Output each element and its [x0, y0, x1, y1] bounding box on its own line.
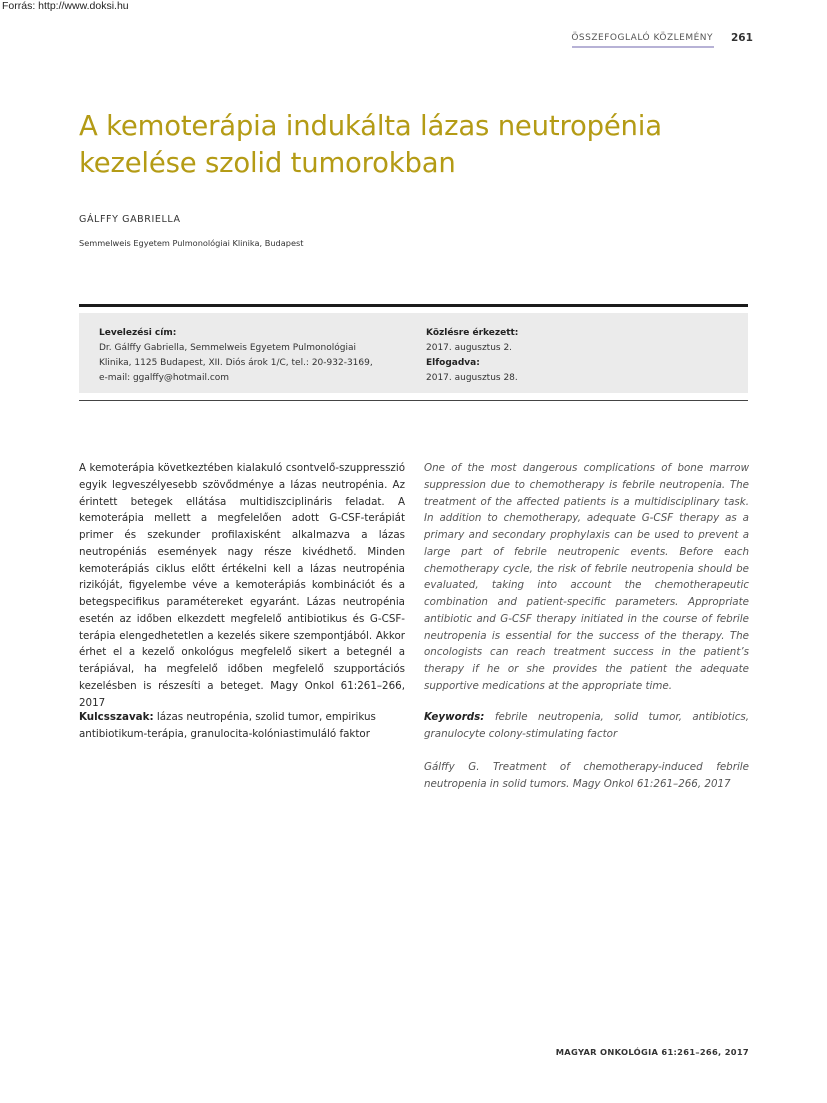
keywords-english-text: febrile neutropenia, solid tumor, antibiotics, granulocyte colony-stimulating factor: [424, 711, 749, 740]
received-date: 2017. augusztus 2.: [426, 343, 513, 353]
citation-english: Gálffy G. Treatment of chemotherapy-induced febrile neutropenia in solid tumors. Magy Onkol 61:261–266, 2017: [424, 761, 749, 790]
accepted-date: 2017. augusztus 28.: [426, 373, 518, 383]
keywords-english: [424, 709, 749, 743]
abstract-hungarian: A kemoterápia következtében kialakuló csontvelő-szuppresszió egyik legveszélyesebb szövődménye a lázas neutropénia. Az érintett betegek ellátása multidiszciplináris feladat. A kemoterápia mellett a megfelelően adott G-CSF-terápiát primer és szekunder profilaxisként alkalmazva a lázas neutropéniás események nagy része kivédhető. Minden kemoterápiás ciklus előtt értékelni kell a lázas neutropénia rizikóját, figyelembe véve a kemoterápiás kombinációt és a betegspecifikus paramétereket egyaránt. Lázas neutropénia esetén az időben elkezdett megfelelő antibiotikus és G-CSF-terápia elengedhetetlen a kezelés sikere szempontjából. Akkor érhet el a kezelő onkológus megfelelő sikert a betegnél a terápiával, ha megfelelő időben megfelelő szupportációs kezelésben is részesíti a beteget. Magy Onkol 61:261–266, 2017: [79, 462, 405, 709]
keywords-hungarian-label: Kulcsszavak:: [79, 711, 154, 723]
title-line-1: A kemoterápia indukálta lázas neutropénia: [79, 110, 662, 142]
submission-dates: [426, 326, 726, 386]
author-name: GÁLFFY GABRIELLA: [79, 214, 181, 225]
section-underline: [572, 46, 714, 48]
author-affiliation: Semmelweis Egyetem Pulmonológiai Klinika, Budapest: [79, 238, 304, 248]
keywords-english-label: Keywords:: [424, 711, 485, 723]
accepted-label: Elfogadva:: [426, 358, 480, 368]
correspondence-email: e-mail: ggalffy@hotmail.com: [99, 373, 230, 383]
correspondence-line-2: Klinika, 1125 Budapest, XII. Diós árok 1/C, tel.: 20-932-3169,: [99, 358, 373, 368]
correspondence-address: [99, 326, 419, 386]
received-label: Közlésre érkezett:: [426, 328, 519, 338]
abstract-english: One of the most dangerous complications of bone marrow suppression due to chemotherapy is febrile neutropenia. The treatment of the affected patients is a multidisciplinary task. In addition to chemotherapy, adequate G-CSF therapy as a primary and secondary prophylaxis can be used to prevent a large part of febrile neutropenic events. Before each chemotherapy cycle, the risk of febrile neutropenia should be evaluated, taking into account the chemotherapeutic combination and patient-specific parameters. Appropriate antibiotic and G-CSF therapy initiated in the course of febrile neutropenia is essential for the success of the therapy. The oncologists can reach treatment success in the patient’s therapy if he or she provides the patient the adequate supportive medications at the appropriate time.: [424, 462, 749, 692]
title-line-2: kezelése szolid tumorokban: [79, 147, 456, 179]
page-number: 261: [731, 32, 753, 44]
source-note: Forrás: http://www.doksi.hu: [2, 0, 129, 12]
bottom-rule: [79, 400, 748, 401]
keywords-hungarian: [79, 709, 405, 743]
correspondence-label: Levelezési cím:: [99, 328, 177, 338]
article-title: [79, 108, 759, 182]
correspondence-line-1: Dr. Gálffy Gabriella, Semmelweis Egyetem Pulmonológiai: [99, 343, 357, 353]
journal-footer: MAGYAR ONKOLÓGIA 61:261–266, 2017: [555, 1047, 749, 1057]
section-label: ÖSSZEFOGLALÓ KÖZLEMÉNY: [571, 33, 713, 43]
top-rule: [79, 304, 748, 307]
keywords-hungarian-text: lázas neutropénia, szolid tumor, empirikus antibiotikum-terápia, granulocita-kolóniastimuláló faktor: [79, 711, 376, 740]
